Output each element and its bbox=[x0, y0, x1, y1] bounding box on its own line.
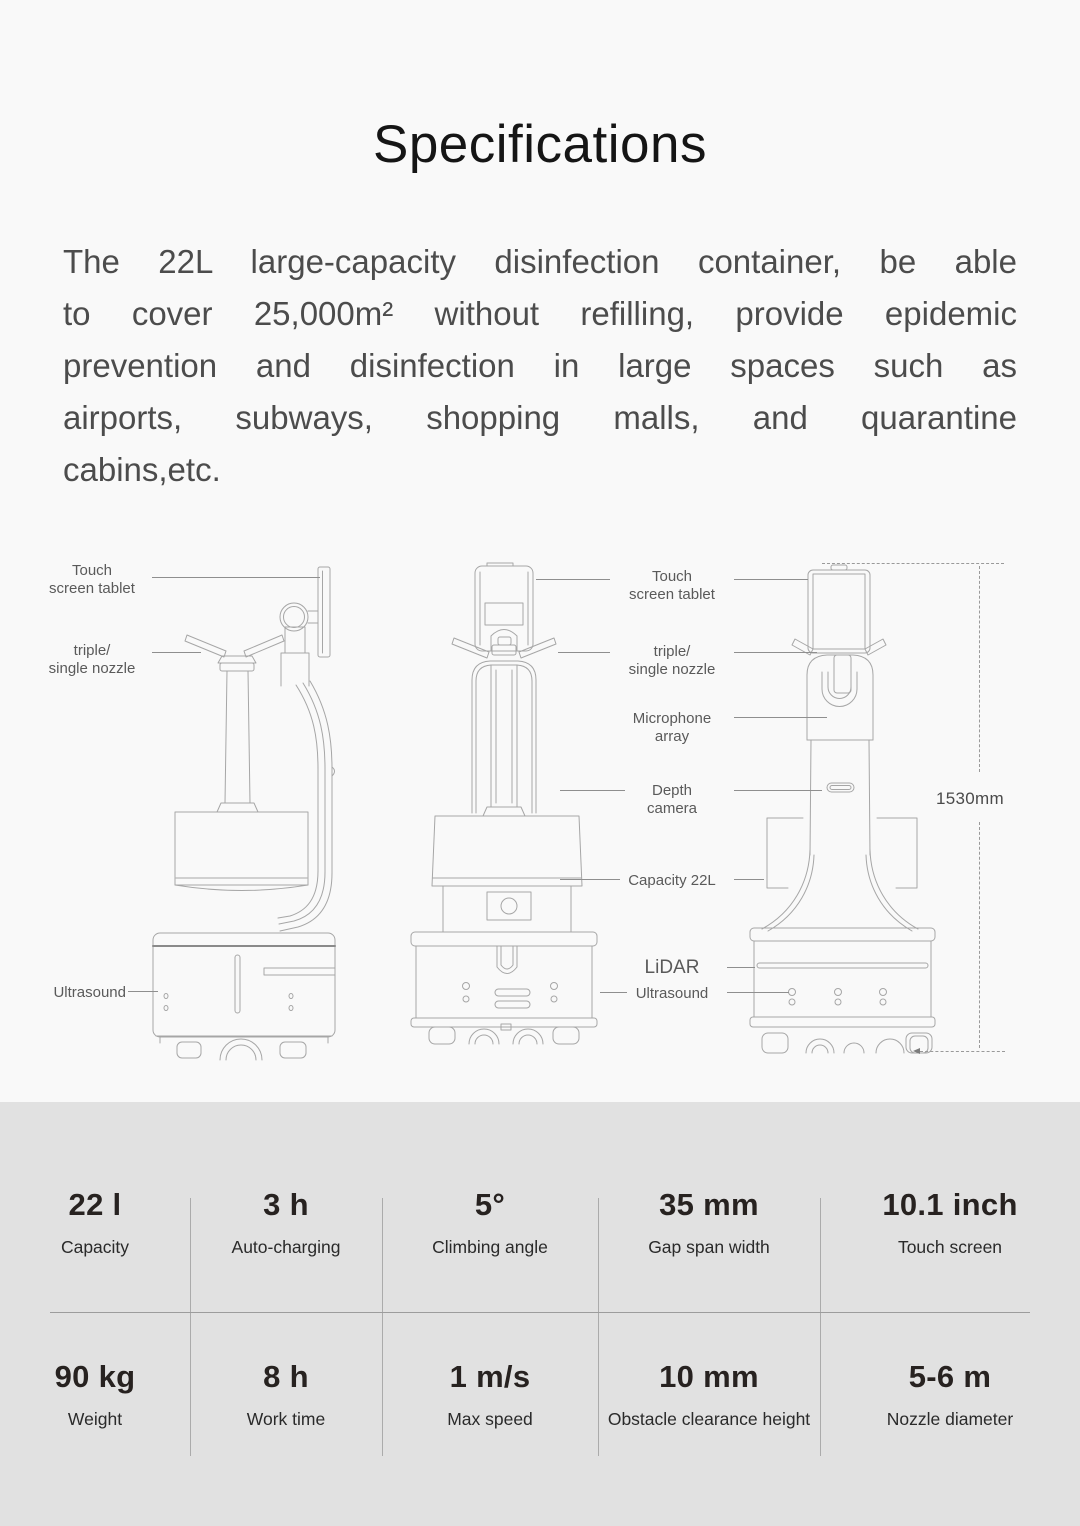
leader-line bbox=[734, 717, 827, 718]
dimension-line-top bbox=[822, 563, 1004, 564]
dimension-line-bottom bbox=[920, 1051, 1005, 1052]
spec-value: 3 h bbox=[263, 1187, 309, 1222]
leader-line bbox=[560, 790, 625, 791]
dimension-arrow bbox=[913, 1048, 920, 1054]
paragraph-line: The 22L large-capacity disinfection container, be able bbox=[63, 243, 1017, 280]
spec-cell-climbing-angle bbox=[382, 1184, 598, 1258]
spec-label: Capacity bbox=[60, 1237, 130, 1257]
spec-label: Auto-charging bbox=[231, 1237, 341, 1257]
paragraph-line: prevention and disinfection in large spaces such as bbox=[63, 347, 1017, 384]
spec-label: Obstacle clearance height bbox=[607, 1409, 811, 1429]
spec-label: Weight bbox=[67, 1409, 123, 1429]
leader-line bbox=[536, 579, 610, 580]
spec-value: 1 m/s bbox=[449, 1359, 531, 1394]
callout-capacity: Capacity 22L bbox=[628, 872, 716, 889]
leader-line bbox=[152, 577, 320, 578]
dimension-line-vertical bbox=[979, 566, 980, 772]
spec-cell-gap-span bbox=[598, 1184, 820, 1258]
leader-line bbox=[734, 879, 764, 880]
callout-touch-screen-tablet: Touch screen tablet bbox=[629, 568, 715, 603]
leader-line bbox=[734, 652, 817, 653]
callout-nozzle-left: triple/ single nozzle bbox=[48, 642, 136, 677]
paragraph-line: to cover 25,000m² without refilling, provide epidemic bbox=[63, 295, 1017, 332]
spec-value: 10 mm bbox=[659, 1359, 759, 1394]
spec-value: 8 h bbox=[263, 1359, 309, 1394]
leader-line bbox=[558, 652, 610, 653]
spec-label: Max speed bbox=[447, 1409, 533, 1429]
spec-label: Climbing angle bbox=[432, 1237, 548, 1257]
leader-line bbox=[600, 992, 627, 993]
spec-label: Gap span width bbox=[648, 1237, 770, 1257]
robot-side-view-drawing bbox=[130, 555, 345, 1070]
leader-line bbox=[727, 967, 755, 968]
leader-line bbox=[734, 579, 808, 580]
spec-cell-weight bbox=[0, 1356, 190, 1430]
callout-lidar: LiDAR bbox=[644, 957, 700, 978]
callout-depth-camera: Depth camera bbox=[646, 782, 698, 817]
page-title: Specifications bbox=[372, 115, 707, 174]
leader-line bbox=[560, 879, 620, 880]
spec-cell-nozzle-diameter bbox=[820, 1356, 1080, 1430]
spec-label: Nozzle diameter bbox=[886, 1409, 1014, 1429]
spec-cell-touch-screen bbox=[820, 1184, 1080, 1258]
dimension-line-vertical bbox=[979, 822, 980, 1048]
spec-label: Work time bbox=[246, 1409, 326, 1429]
spec-band bbox=[0, 1102, 1080, 1526]
callout-touch-screen-tablet-left: Touch screen tablet bbox=[49, 562, 135, 597]
spec-cell-capacity bbox=[0, 1184, 190, 1258]
paragraph-line: airports, subways, shopping malls, and quarantine bbox=[63, 399, 1017, 436]
spec-value: 10.1 inch bbox=[882, 1187, 1018, 1222]
leader-line bbox=[152, 652, 201, 653]
description-paragraph bbox=[63, 236, 1017, 496]
spec-cell-auto-charging bbox=[190, 1184, 382, 1258]
spec-cell-work-time bbox=[190, 1356, 382, 1430]
paragraph-line: cabins,etc. bbox=[63, 451, 221, 488]
leader-line bbox=[727, 992, 789, 993]
leader-line bbox=[734, 790, 822, 791]
leader-line bbox=[128, 991, 158, 992]
spec-label: Touch screen bbox=[897, 1237, 1003, 1257]
spec-value: 35 mm bbox=[659, 1187, 759, 1222]
spec-value: 5° bbox=[474, 1187, 506, 1222]
height-dimension-label: 1530mm bbox=[936, 789, 1004, 808]
spec-value: 5-6 m bbox=[908, 1359, 992, 1394]
robot-front-view-drawing bbox=[395, 560, 610, 1070]
callout-nozzle: triple/ single nozzle bbox=[628, 643, 716, 678]
spec-cell-obstacle-clearance bbox=[598, 1356, 820, 1430]
callout-ultrasound-left: Ultrasound bbox=[53, 984, 126, 1001]
row-divider bbox=[50, 1312, 1030, 1313]
spec-value: 90 kg bbox=[54, 1359, 136, 1394]
callout-ultrasound: Ultrasound bbox=[635, 985, 709, 1002]
callout-microphone-array: Microphone array bbox=[632, 710, 712, 745]
spec-cell-max-speed bbox=[382, 1356, 598, 1430]
spec-value: 22 l bbox=[68, 1187, 122, 1222]
